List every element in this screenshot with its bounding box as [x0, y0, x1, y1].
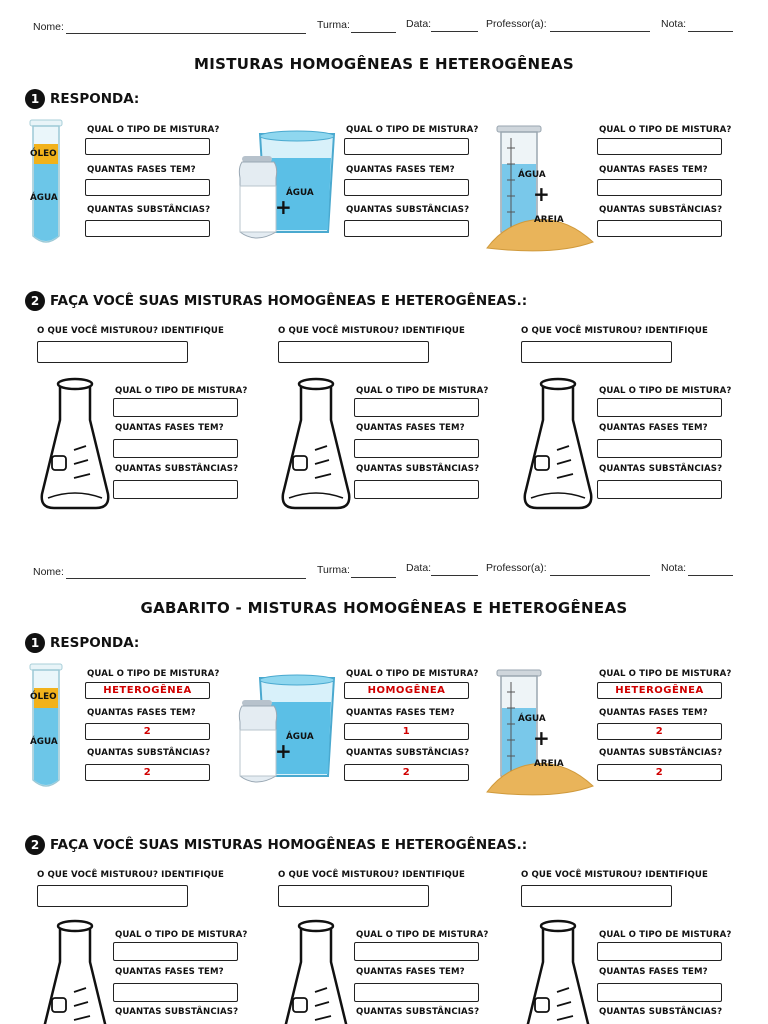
question-identifique: O QUE VOCÊ MISTUROU? IDENTIFIQUE: [37, 870, 224, 880]
question-fases: QUANTAS FASES TEM?: [115, 423, 224, 433]
question-substancias: QUANTAS SUBSTÂNCIAS?: [599, 1007, 723, 1017]
answer-box-substancias[interactable]: [597, 480, 722, 499]
erlenmeyer-flask-icon: [38, 376, 112, 512]
agua-label: ÁGUA: [518, 714, 546, 724]
answer-box-fases[interactable]: 2: [85, 723, 210, 740]
nome-label: Nome:: [33, 566, 64, 578]
page-title: MISTURAS HOMOGÊNEAS E HETEROGÊNEAS: [194, 55, 574, 73]
page-title: GABARITO - MISTURAS HOMOGÊNEAS E HETEROGÊNEAS: [140, 599, 628, 617]
section-title: FAÇA VOCÊ SUAS MISTURAS HOMOGÊNEAS E HETEROGÊNEAS.:: [50, 837, 528, 853]
oleo-label: ÓLEO: [30, 149, 57, 159]
identify-box[interactable]: [521, 341, 672, 363]
question-substancias: QUANTAS SUBSTÂNCIAS?: [346, 205, 470, 215]
agua-label: ÁGUA: [286, 188, 314, 198]
question-substancias: QUANTAS SUBSTÂNCIAS?: [356, 1007, 480, 1017]
question-identifique: O QUE VOCÊ MISTUROU? IDENTIFIQUE: [278, 326, 465, 336]
answer-box-fases[interactable]: 1: [344, 723, 469, 740]
answer-box-tipo[interactable]: [597, 942, 722, 961]
answer-box-fases[interactable]: [344, 179, 469, 196]
question-tipo: QUAL O TIPO DE MISTURA?: [599, 125, 732, 135]
erlenmeyer-flask-icon: [521, 376, 595, 512]
answer-box-tipo[interactable]: [597, 398, 722, 417]
question-identifique: O QUE VOCÊ MISTUROU? IDENTIFIQUE: [521, 326, 708, 336]
plus-sign: +: [275, 739, 292, 763]
question-identifique: O QUE VOCÊ MISTUROU? IDENTIFIQUE: [37, 326, 224, 336]
question-tipo: QUAL O TIPO DE MISTURA?: [87, 125, 220, 135]
plus-sign: +: [275, 195, 292, 219]
section-number: 1: [25, 89, 45, 109]
question-fases: QUANTAS FASES TEM?: [115, 967, 224, 977]
question-fases: QUANTAS FASES TEM?: [87, 165, 196, 175]
answer-box-substancias[interactable]: 2: [85, 764, 210, 781]
section-1-heading: [25, 633, 139, 653]
sal-label: SAL: [251, 210, 270, 220]
answer-box-tipo[interactable]: [113, 942, 238, 961]
question-substancias: QUANTAS SUBSTÂNCIAS?: [356, 464, 480, 474]
turma-label: Turma:: [317, 564, 350, 576]
professor-field[interactable]: [550, 574, 650, 576]
answer-box-fases[interactable]: [597, 179, 722, 196]
answer-box-tipo[interactable]: [113, 398, 238, 417]
professor-field[interactable]: [550, 30, 650, 32]
question-tipo: QUAL O TIPO DE MISTURA?: [356, 386, 489, 396]
nome-label: Nome:: [33, 21, 64, 33]
answer-box-tipo[interactable]: [85, 138, 210, 155]
question-substancias: QUANTAS SUBSTÂNCIAS?: [599, 748, 723, 758]
glass-salt-water-illustration: [236, 672, 340, 790]
answer-box-tipo[interactable]: [354, 942, 479, 961]
question-fases: QUANTAS FASES TEM?: [356, 423, 465, 433]
section-1-heading: [25, 89, 139, 109]
answer-box-substancias[interactable]: [113, 480, 238, 499]
answer-box-fases[interactable]: [113, 983, 238, 1002]
erlenmeyer-flask-icon: [279, 918, 353, 1024]
section-number: 2: [25, 291, 45, 311]
nota-label: Nota:: [661, 562, 687, 574]
question-substancias: QUANTAS SUBSTÂNCIAS?: [599, 205, 723, 215]
question-substancias: QUANTAS SUBSTÂNCIAS?: [115, 1007, 239, 1017]
question-substancias: QUANTAS SUBSTÂNCIAS?: [115, 464, 239, 474]
question-tipo: QUAL O TIPO DE MISTURA?: [346, 669, 479, 679]
professor-label: Professor(a):: [486, 18, 547, 30]
erlenmeyer-flask-icon: [38, 918, 112, 1024]
question-fases: QUANTAS FASES TEM?: [346, 165, 455, 175]
answer-box-substancias[interactable]: 2: [597, 764, 722, 781]
test-tube-oil-water-illustration: [26, 662, 66, 792]
section-title: RESPONDA:: [50, 635, 140, 651]
erlenmeyer-flask-icon: [521, 918, 595, 1024]
question-tipo: QUAL O TIPO DE MISTURA?: [115, 930, 248, 940]
question-fases: QUANTAS FASES TEM?: [346, 708, 455, 718]
identify-box[interactable]: [278, 341, 429, 363]
test-tube-oil-water-illustration: [26, 118, 66, 248]
nota-label: Nota:: [661, 18, 687, 30]
answer-box-fases[interactable]: [597, 983, 722, 1002]
nome-field[interactable]: [66, 577, 306, 579]
glass-salt-water-illustration: [236, 128, 340, 246]
section-title: FAÇA VOCÊ SUAS MISTURAS HOMOGÊNEAS E HETEROGÊNEAS.:: [50, 293, 528, 309]
identify-box[interactable]: [37, 885, 188, 907]
question-tipo: QUAL O TIPO DE MISTURA?: [356, 930, 489, 940]
question-tipo: QUAL O TIPO DE MISTURA?: [599, 669, 732, 679]
question-fases: QUANTAS FASES TEM?: [599, 708, 708, 718]
data-label: Data:: [406, 562, 432, 574]
question-tipo: QUAL O TIPO DE MISTURA?: [599, 386, 732, 396]
answer-box-tipo[interactable]: HETEROGÊNEA: [597, 682, 722, 699]
areia-label: AREIA: [534, 215, 564, 225]
answer-box-fases[interactable]: [113, 439, 238, 458]
answer-box-tipo[interactable]: [354, 398, 479, 417]
answer-box-substancias[interactable]: [354, 480, 479, 499]
sal-label: SAL: [251, 754, 270, 764]
data-label: Data:: [406, 18, 432, 30]
agua-label: ÁGUA: [518, 170, 546, 180]
section-number: 1: [25, 633, 45, 653]
agua-label: ÁGUA: [286, 732, 314, 742]
question-tipo: QUAL O TIPO DE MISTURA?: [87, 669, 220, 679]
question-substancias: QUANTAS SUBSTÂNCIAS?: [599, 464, 723, 474]
oleo-label: ÓLEO: [30, 692, 57, 702]
question-identifique: O QUE VOCÊ MISTUROU? IDENTIFIQUE: [521, 870, 708, 880]
answer-box-substancias[interactable]: [85, 220, 210, 237]
answer-box-tipo[interactable]: HETEROGÊNEA: [85, 682, 210, 699]
question-tipo: QUAL O TIPO DE MISTURA?: [346, 125, 479, 135]
answer-box-tipo[interactable]: [344, 138, 469, 155]
question-identifique: O QUE VOCÊ MISTUROU? IDENTIFIQUE: [278, 870, 465, 880]
answer-box-fases[interactable]: [597, 439, 722, 458]
identify-box[interactable]: [521, 885, 672, 907]
erlenmeyer-flask-icon: [279, 376, 353, 512]
nota-field[interactable]: [688, 574, 733, 576]
question-tipo: QUAL O TIPO DE MISTURA?: [115, 386, 248, 396]
question-substancias: QUANTAS SUBSTÂNCIAS?: [346, 748, 470, 758]
answer-box-fases[interactable]: [354, 439, 479, 458]
plus-sign: +: [533, 182, 550, 206]
data-field[interactable]: [431, 574, 478, 576]
agua-label: ÁGUA: [30, 193, 58, 203]
answer-box-fases[interactable]: [354, 983, 479, 1002]
identify-box[interactable]: [37, 341, 188, 363]
section-2-heading: [25, 291, 527, 311]
answer-box-fases[interactable]: 2: [597, 723, 722, 740]
answer-box-tipo[interactable]: HOMOGÊNEA: [344, 682, 469, 699]
identify-box[interactable]: [278, 885, 429, 907]
section-number: 2: [25, 835, 45, 855]
agua-label: ÁGUA: [30, 737, 58, 747]
question-fases: QUANTAS FASES TEM?: [599, 165, 708, 175]
professor-label: Professor(a):: [486, 562, 547, 574]
data-field[interactable]: [431, 30, 478, 32]
question-fases: QUANTAS FASES TEM?: [599, 967, 708, 977]
question-fases: QUANTAS FASES TEM?: [356, 967, 465, 977]
areia-label: AREIA: [534, 759, 564, 769]
section-2-heading: [25, 835, 527, 855]
answer-box-substancias[interactable]: [344, 220, 469, 237]
answer-box-substancias[interactable]: [597, 220, 722, 237]
answer-box-fases[interactable]: [85, 179, 210, 196]
turma-field[interactable]: [351, 576, 396, 578]
question-fases: QUANTAS FASES TEM?: [87, 708, 196, 718]
answer-box-tipo[interactable]: [597, 138, 722, 155]
turma-label: Turma:: [317, 19, 350, 31]
question-tipo: QUAL O TIPO DE MISTURA?: [599, 930, 732, 940]
section-title: RESPONDA:: [50, 91, 140, 107]
question-substancias: QUANTAS SUBSTÂNCIAS?: [87, 748, 211, 758]
question-fases: QUANTAS FASES TEM?: [599, 423, 708, 433]
turma-field[interactable]: [351, 31, 396, 33]
question-substancias: QUANTAS SUBSTÂNCIAS?: [87, 205, 211, 215]
plus-sign: +: [533, 726, 550, 750]
answer-box-substancias[interactable]: 2: [344, 764, 469, 781]
nota-field[interactable]: [688, 30, 733, 32]
nome-field[interactable]: [66, 32, 306, 34]
